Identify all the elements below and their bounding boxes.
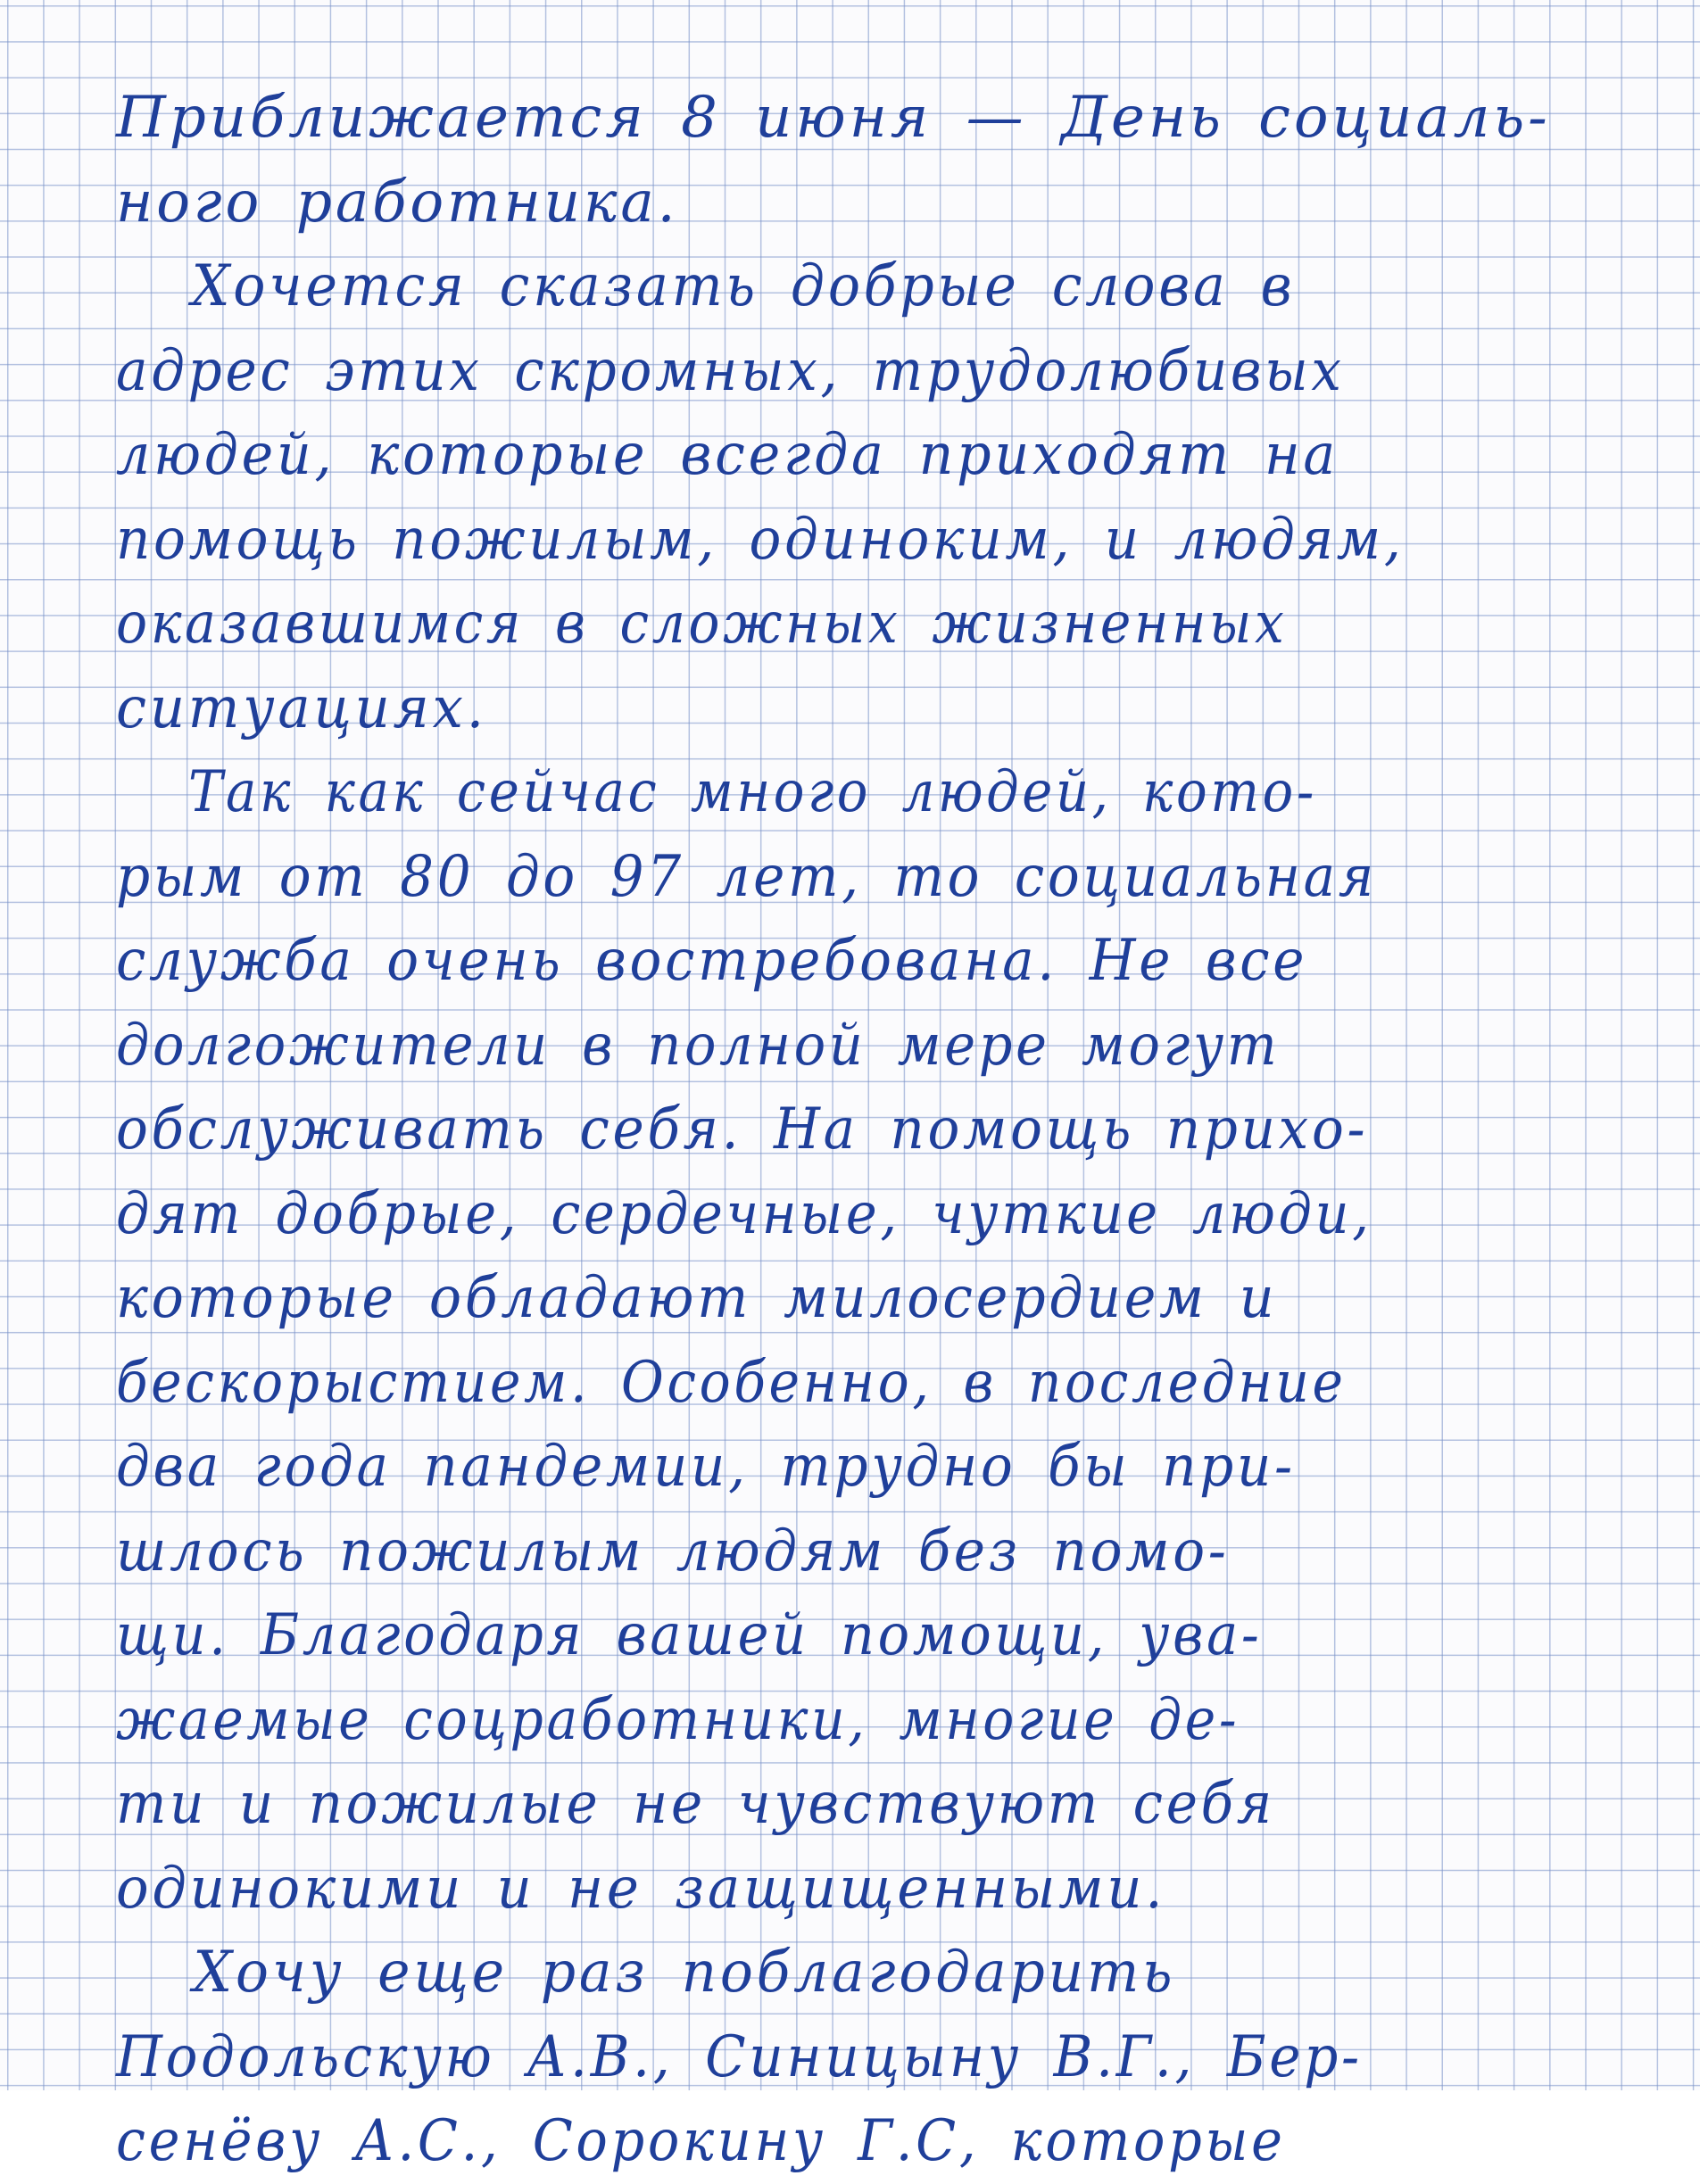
letter-line: ти и пожилые не чувствуют себя <box>116 1771 1275 1837</box>
letter-line: служба очень востребована. Не все <box>116 928 1308 994</box>
letter-line: Подольскую А.В., Синицыну В.Г., Бер- <box>116 2023 1363 2090</box>
handwritten-letter <box>116 76 1633 2184</box>
letter-line: дят добрые, сердечные, чуткие люди, <box>116 1180 1372 1247</box>
letter-line: Приближается 8 июня — День социаль- <box>116 85 1551 151</box>
letter-line: шлось пожилым людям без помо- <box>116 1518 1230 1584</box>
letter-line: жаемые соцработники, многие де- <box>116 1686 1240 1753</box>
letter-line: Хочу еще раз поблагодарить <box>193 1940 1176 2006</box>
letter-line: помощь пожилым, одиноким, и людям, <box>116 506 1405 573</box>
letter-line: два года пандемии, трудно бы при- <box>116 1434 1296 1500</box>
letter-line: которые обладают милосердием и <box>116 1265 1278 1331</box>
letter-line: ного работника. <box>116 169 679 236</box>
letter-line: обслуживать себя. На помощь прихо- <box>116 1096 1369 1162</box>
letter-line: адрес этих скромных, трудолюбивых <box>116 337 1345 404</box>
letter-line: Так как сейчас много людей, кото- <box>188 759 1317 825</box>
letter-line: сенёву А.С., Сорокину Г.С, которые <box>116 2108 1286 2174</box>
letter-line: ситуациях. <box>116 674 487 741</box>
letter-line: бескорыстием. Особенно, в последние <box>116 1349 1347 1416</box>
letter-line: щи. Благодаря вашей помощи, ува- <box>116 1602 1263 1668</box>
letter-line: Хочется сказать добрые слова в <box>191 253 1296 319</box>
letter-line: рым от 80 до 97 лет, то социальная <box>116 843 1377 910</box>
letter-line: долгожители в полной мере могут <box>116 1012 1281 1079</box>
letter-line: одинокими и не защищенными. <box>116 1855 1166 1922</box>
letter-line: людей, которые всегда приходят на <box>116 422 1339 488</box>
letter-line: оказавшимся в сложных жизненных <box>116 591 1288 657</box>
